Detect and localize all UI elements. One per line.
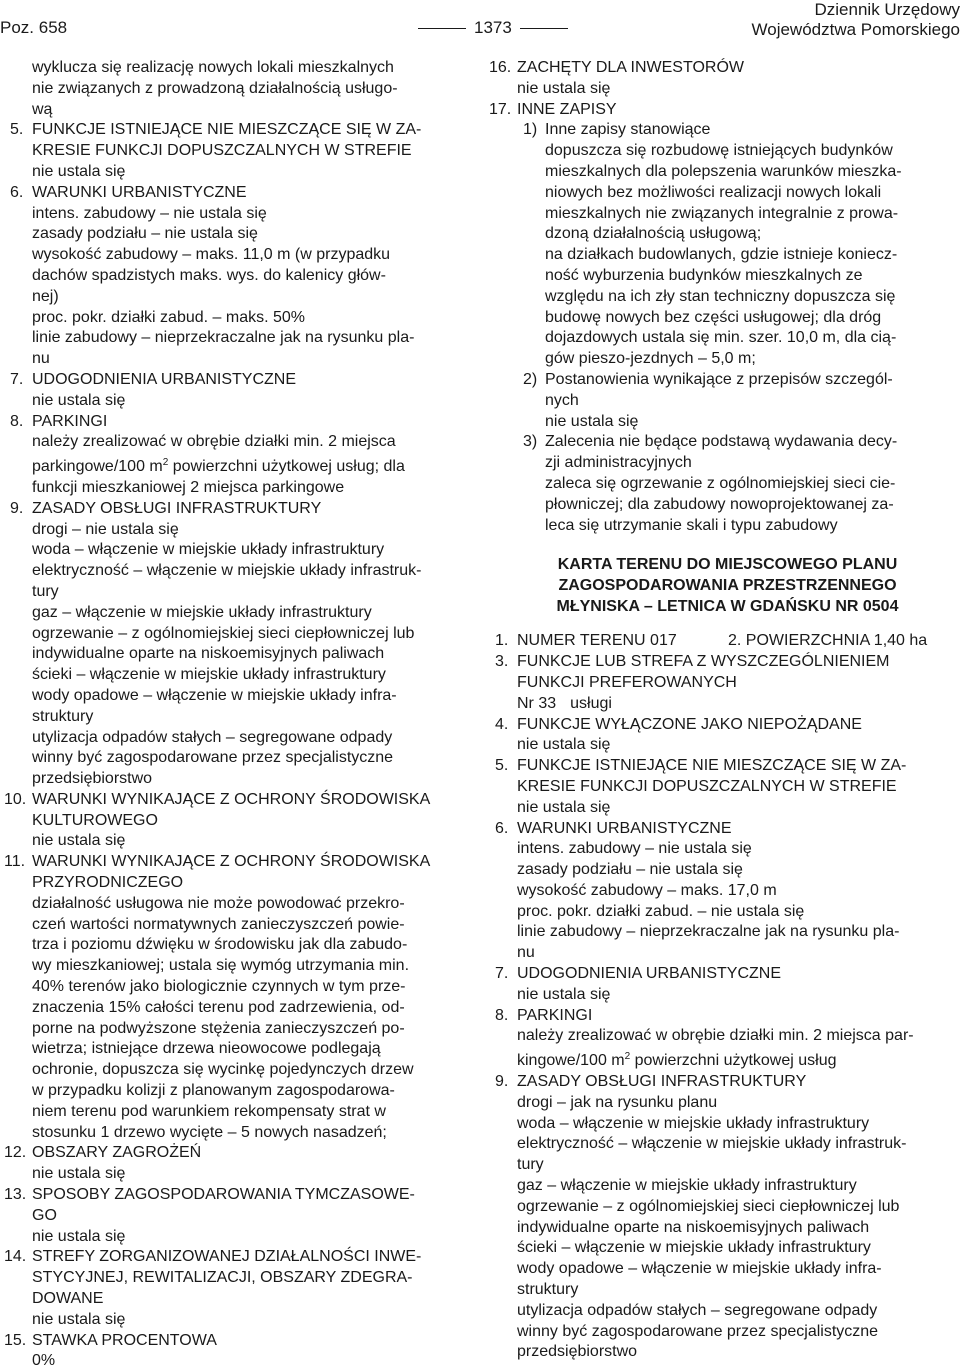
text-line: wysokość zabudowy – maks. 11,0 m (w przypadku — [10, 245, 470, 266]
text-line: gaz – włączenie w miejskie układy infrastruktury — [495, 1176, 960, 1197]
section-number: 8. — [10, 412, 23, 433]
section-heading — [10, 183, 470, 204]
function-code: Nr 33 — [517, 695, 556, 712]
subsection-number: 1) — [523, 120, 537, 141]
section-heading — [10, 120, 470, 141]
subsection-title: Inne zapisy stanowiące — [545, 121, 710, 138]
text-line: KRESIE FUNKCJI DOPUSZCZALNYCH W STREFIE — [10, 141, 470, 162]
section-heading — [495, 819, 960, 840]
text-line: nu — [10, 349, 470, 370]
section-title: FUNKCJE ISTNIEJĄCE NIE MIESZCZĄCE SIĘ W ZA- — [517, 757, 906, 774]
area-field: 2. POWIERZCHNIA 1,40 ha — [728, 631, 927, 652]
text-line: 0% — [10, 1351, 470, 1372]
section-number: 1. — [495, 631, 508, 652]
text-line: dojazdowych ustala się min. szer. 10,0 m, dla cią- — [495, 328, 960, 349]
section-heading — [495, 756, 960, 777]
section-number: 16. — [489, 58, 511, 79]
section-title: OBSZARY ZAGROŻEŃ — [32, 1144, 201, 1161]
text-line: względu na ich zły stan techniczny dopuszcza się — [495, 287, 960, 308]
text-line: ogrzewanie – z ogólnomiejskiej sieci ciepłowniczej lub — [495, 1197, 960, 1218]
text-line: budowę nowych bez części usługowej; dla dróg — [495, 308, 960, 329]
section-number: 7. — [10, 370, 23, 391]
text-line: znaczenia 15% całości terenu pod zadrzewienia, od- — [10, 998, 470, 1019]
text-line — [495, 694, 960, 715]
page-number-rule-left — [418, 28, 466, 29]
section-heading — [495, 964, 960, 985]
section-number: 11. — [4, 852, 25, 873]
text-line: drogi – nie ustala się — [10, 520, 470, 541]
section-number: 17. — [489, 100, 511, 121]
section-number: 9. — [495, 1072, 508, 1093]
section-heading — [495, 715, 960, 736]
position-number: Poz. 658 — [0, 18, 67, 38]
text-line: nie ustala się — [495, 985, 960, 1006]
text-line: tury — [495, 1155, 960, 1176]
section-heading — [10, 370, 470, 391]
text-line: wody opadowe – włączenie w miejskie układy infra- — [495, 1259, 960, 1280]
section-number: 5. — [10, 120, 23, 141]
section-title: WARUNKI WYNIKAJĄCE Z OCHRONY ŚRODOWISKA — [32, 853, 430, 870]
text-line: winny być zagospodarowane przez specjalistyczne — [495, 1322, 960, 1343]
section-title: STREFY ZORGANIZOWANEJ DZIAŁALNOŚCI INWE- — [32, 1248, 421, 1265]
text-line: GO — [10, 1206, 470, 1227]
text-line: wyklucza się realizację nowych lokali mieszkalnych — [10, 58, 470, 79]
section-number: 10. — [4, 790, 26, 811]
text-line: KULTUROWEGO — [10, 811, 470, 832]
journal-title — [752, 0, 960, 40]
text-line: PRZYRODNICZEGO — [10, 873, 470, 894]
text-line: przedsiębiorstwo — [495, 1342, 960, 1363]
subsection-title: Postanowienia wynikające z przepisów szczegól- — [545, 371, 893, 388]
text-line: stosunku 1 drzewo wycięte – 5 nowych nasadzeń; — [10, 1123, 470, 1144]
text-line: nie ustala się — [495, 798, 960, 819]
text-line: woda – włączenie w miejskie układy infrastruktury — [10, 540, 470, 561]
text-line: nie ustala się — [495, 412, 960, 433]
text-line: ogrzewanie – z ogólnomiejskiej sieci ciepłowniczej lub — [10, 624, 470, 645]
section-heading — [10, 1185, 470, 1206]
text-line: nie ustala się — [495, 735, 960, 756]
card-title-line: MŁYNISKA – LETNICA W GDAŃSKU NR 0504 — [495, 596, 960, 617]
text-line: nie ustala się — [10, 1164, 470, 1185]
section-title: NUMER TERENU 017 — [517, 632, 677, 649]
left-column — [10, 58, 470, 1372]
section-title: ZACHĘTY DLA INWESTORÓW — [517, 59, 744, 76]
section-heading — [10, 412, 470, 433]
section-number: 9. — [10, 499, 23, 520]
text-line: na działkach budowlanych, gdzie istnieje koniecz- — [495, 245, 960, 266]
section-title: ZASADY OBSŁUGI INFRASTRUKTURY — [32, 500, 321, 517]
text-line — [495, 1047, 960, 1072]
section-heading — [10, 1143, 470, 1164]
card-title — [495, 554, 960, 617]
text-line: utylizacja odpadów stałych – segregowane odpady — [495, 1301, 960, 1322]
text-line: należy zrealizować w obrębie działki min. 2 miejsca — [10, 432, 470, 453]
text-line: nie ustala się — [10, 391, 470, 412]
text-line: 40% terenów jako biologicznie czynnych w tym prze- — [10, 977, 470, 998]
text-line: FUNKCJI PREFEROWANYCH — [495, 673, 960, 694]
page-number-rule-right — [520, 28, 568, 29]
text-line: nie ustala się — [10, 162, 470, 183]
text-line: intens. zabudowy – nie ustala się — [495, 839, 960, 860]
section-number: 13. — [4, 1185, 26, 1206]
text-line: elektryczność – włączenie w miejskie układy infrastruk- — [495, 1134, 960, 1155]
page-number — [410, 18, 576, 38]
section-title: WARUNKI URBANISTYCZNE — [517, 820, 732, 837]
text-fragment: powierzchni użytkowej usług; dla — [168, 458, 405, 475]
section-title: STAWKA PROCENTOWA — [32, 1332, 217, 1349]
text-line: płowniczej; dla zabudowy nowoprojektowanej za- — [495, 495, 960, 516]
text-line: nie związanych z prowadzoną działalnością usługo- — [10, 79, 470, 100]
text-line: ścieki – włączenie w miejskie układy infrastruktury — [10, 665, 470, 686]
text-fragment: parkingowe/100 m — [32, 458, 163, 475]
text-line: elektryczność – włączenie w miejskie układy infrastruk- — [10, 561, 470, 582]
text-line: struktury — [10, 707, 470, 728]
text-line: wody opadowe – włączenie w miejskie układy infra- — [10, 686, 470, 707]
text-line: dopuszcza się rozbudowę istniejących budynków — [495, 141, 960, 162]
text-line: mieszkalnych nie związanych integralnie z prowa- — [495, 204, 960, 225]
section-title: PARKINGI — [517, 1007, 592, 1024]
text-fragment: powierzchni użytkowej usług — [630, 1052, 836, 1069]
text-line: utylizacja odpadów stałych – segregowane odpady — [10, 728, 470, 749]
section-heading — [10, 790, 470, 811]
text-line: woda – włączenie w miejskie układy infrastruktury — [495, 1114, 960, 1135]
section-title: WARUNKI WYNIKAJĄCE Z OCHRONY ŚRODOWISKA — [32, 791, 430, 808]
text-line: gaz – włączenie w miejskie układy infrastruktury — [10, 603, 470, 624]
text-line: zji administracyjnych — [495, 453, 960, 474]
section-number: 6. — [10, 183, 23, 204]
text-line: wą — [10, 100, 470, 121]
function-name: usługi — [570, 695, 612, 712]
journal-title-line1: Dziennik Urzędowy — [752, 0, 960, 20]
subsection-number: 2) — [523, 370, 537, 391]
text-line: nie ustala się — [10, 1310, 470, 1331]
text-line: nej) — [10, 287, 470, 308]
text-line: niowych bez możliwości realizacji nowych lokali — [495, 183, 960, 204]
text-line: w przypadku kolizji z planowanym zagospodarowa- — [10, 1081, 470, 1102]
section-heading — [495, 58, 960, 79]
text-line: nie ustala się — [10, 1227, 470, 1248]
section-number: 3. — [495, 652, 508, 673]
text-line: dachów spadzistych maks. wys. do kalenicy głów- — [10, 266, 470, 287]
text-line: zasady podziału – nie ustala się — [495, 860, 960, 881]
text-line: proc. pokr. działki zabud. – maks. 50% — [10, 308, 470, 329]
section-title: FUNKCJE WYŁĄCZONE JAKO NIEPOŻĄDANE — [517, 716, 862, 733]
text-line: STYCYJNEJ, REWITALIZACJI, OBSZARY ZDEGRA- — [10, 1268, 470, 1289]
text-line: indywidualne oparte na niskoemisyjnych paliwach — [10, 644, 470, 665]
text-line: nych — [495, 391, 960, 412]
section-title: ZASADY OBSŁUGI INFRASTRUKTURY — [517, 1073, 806, 1090]
subsection-heading — [495, 120, 960, 141]
subsection-heading — [495, 370, 960, 391]
journal-title-line2: Województwa Pomorskiego — [752, 20, 960, 40]
superscript: 2 — [163, 457, 169, 468]
text-line: drogi – jak na rysunku planu — [495, 1093, 960, 1114]
text-line: intens. zabudowy – nie ustala się — [10, 204, 470, 225]
right-column — [495, 58, 960, 1363]
section-heading — [10, 1247, 470, 1268]
subsection-title: Zalecenia nie będące podstawą wydawania decy- — [545, 433, 897, 450]
section-number: 5. — [495, 756, 508, 777]
section-heading — [495, 631, 960, 652]
text-line: leca się utrzymanie skali i typu zabudowy — [495, 516, 960, 537]
text-line: funkcji mieszkaniowej 2 miejsca parkingowe — [10, 478, 470, 499]
text-line: wysokość zabudowy – maks. 17,0 m — [495, 881, 960, 902]
section-heading — [495, 1006, 960, 1027]
text-line: nie ustala się — [10, 831, 470, 852]
text-line: gów pieszo-jezdnych – 5,0 m; — [495, 349, 960, 370]
text-line: nie ustala się — [495, 79, 960, 100]
text-line: mieszkalnych dla polepszenia warunków mieszka- — [495, 162, 960, 183]
section-title: UDOGODNIENIA URBANISTYCZNE — [517, 965, 781, 982]
text-line: DOWANE — [10, 1289, 470, 1310]
text-line: trza i poziomu dźwięku w środowisku jak dla zabudo- — [10, 935, 470, 956]
text-line: przedsiębiorstwo — [10, 769, 470, 790]
text-line: należy zrealizować w obrębie działki min. 2 miejsca par- — [495, 1026, 960, 1047]
section-title: FUNKCJE LUB STREFA Z WYSZCZEGÓLNIENIEM — [517, 653, 890, 670]
section-heading — [495, 1072, 960, 1093]
text-line: ochronie, dopuszcza się wycinkę pojedynczych drzew — [10, 1060, 470, 1081]
text-line: ścieki – włączenie w miejskie układy infrastruktury — [495, 1238, 960, 1259]
section-title: PARKINGI — [32, 413, 107, 430]
section-number: 12. — [4, 1143, 26, 1164]
text-fragment: kingowe/100 m — [517, 1052, 625, 1069]
section-title: FUNKCJE ISTNIEJĄCE NIE MIESZCZĄCE SIĘ W ZA- — [32, 121, 421, 138]
text-line: linie zabudowy – nieprzekraczalne jak na rysunku pla- — [495, 922, 960, 943]
section-title: UDOGODNIENIA URBANISTYCZNE — [32, 371, 296, 388]
text-line: zasady podziału – nie ustala się — [10, 224, 470, 245]
page-number-text: 1373 — [474, 18, 512, 37]
section-heading — [495, 100, 960, 121]
section-heading — [10, 1331, 470, 1352]
section-number: 4. — [495, 715, 508, 736]
text-line: KRESIE FUNKCJI DOPUSZCZALNYCH W STREFIE — [495, 777, 960, 798]
section-number: 8. — [495, 1006, 508, 1027]
text-line: proc. pokr. działki zabud. – nie ustala się — [495, 902, 960, 923]
section-title: WARUNKI URBANISTYCZNE — [32, 184, 247, 201]
text-line: ność wyburzenia budynków mieszkalnych ze — [495, 266, 960, 287]
section-title: INNE ZAPISY — [517, 101, 617, 118]
text-line: linie zabudowy – nieprzekraczalne jak na rysunku pla- — [10, 328, 470, 349]
text-line: wy mieszkaniowej; ustala się wymóg utrzymania min. — [10, 956, 470, 977]
text-line: niem terenu pod warunkiem rekompensaty strat w — [10, 1102, 470, 1123]
section-heading — [495, 652, 960, 673]
text-line — [10, 453, 470, 478]
section-number: 7. — [495, 964, 508, 985]
superscript: 2 — [625, 1051, 631, 1062]
section-heading — [10, 499, 470, 520]
section-heading — [10, 852, 470, 873]
text-line: nu — [495, 943, 960, 964]
subsection-heading — [495, 432, 960, 453]
text-line: indywidualne oparte na niskoemisyjnych paliwach — [495, 1218, 960, 1239]
section-number: 14. — [4, 1247, 26, 1268]
page-header — [0, 0, 960, 46]
card-title-line: KARTA TERENU DO MIEJSCOWEGO PLANU — [495, 554, 960, 575]
text-line: zaleca się ogrzewanie z ogólnomiejskiej sieci cie- — [495, 474, 960, 495]
text-line: porne na podwyższone stężenia zanieczyszczeń po- — [10, 1019, 470, 1040]
text-line: działalność usługowa nie może powodować przekro- — [10, 894, 470, 915]
card-title-line: ZAGOSPODAROWANIA PRZESTRZENNEGO — [495, 575, 960, 596]
section-title: SPOSOBY ZAGOSPODAROWANIA TYMCZASOWE- — [32, 1186, 415, 1203]
text-line: struktury — [495, 1280, 960, 1301]
text-line: winny być zagospodarowane przez specjalistyczne — [10, 748, 470, 769]
text-line: wietrza; istniejące drzewa nieowocowe podlegają — [10, 1039, 470, 1060]
section-number: 15. — [4, 1331, 26, 1352]
text-line: dzoną działalnością usługową; — [495, 224, 960, 245]
subsection-number: 3) — [523, 432, 537, 453]
text-line: tury — [10, 582, 470, 603]
text-line: czeń wartości normatywnych zanieczyszczeń powie- — [10, 915, 470, 936]
section-number: 6. — [495, 819, 508, 840]
